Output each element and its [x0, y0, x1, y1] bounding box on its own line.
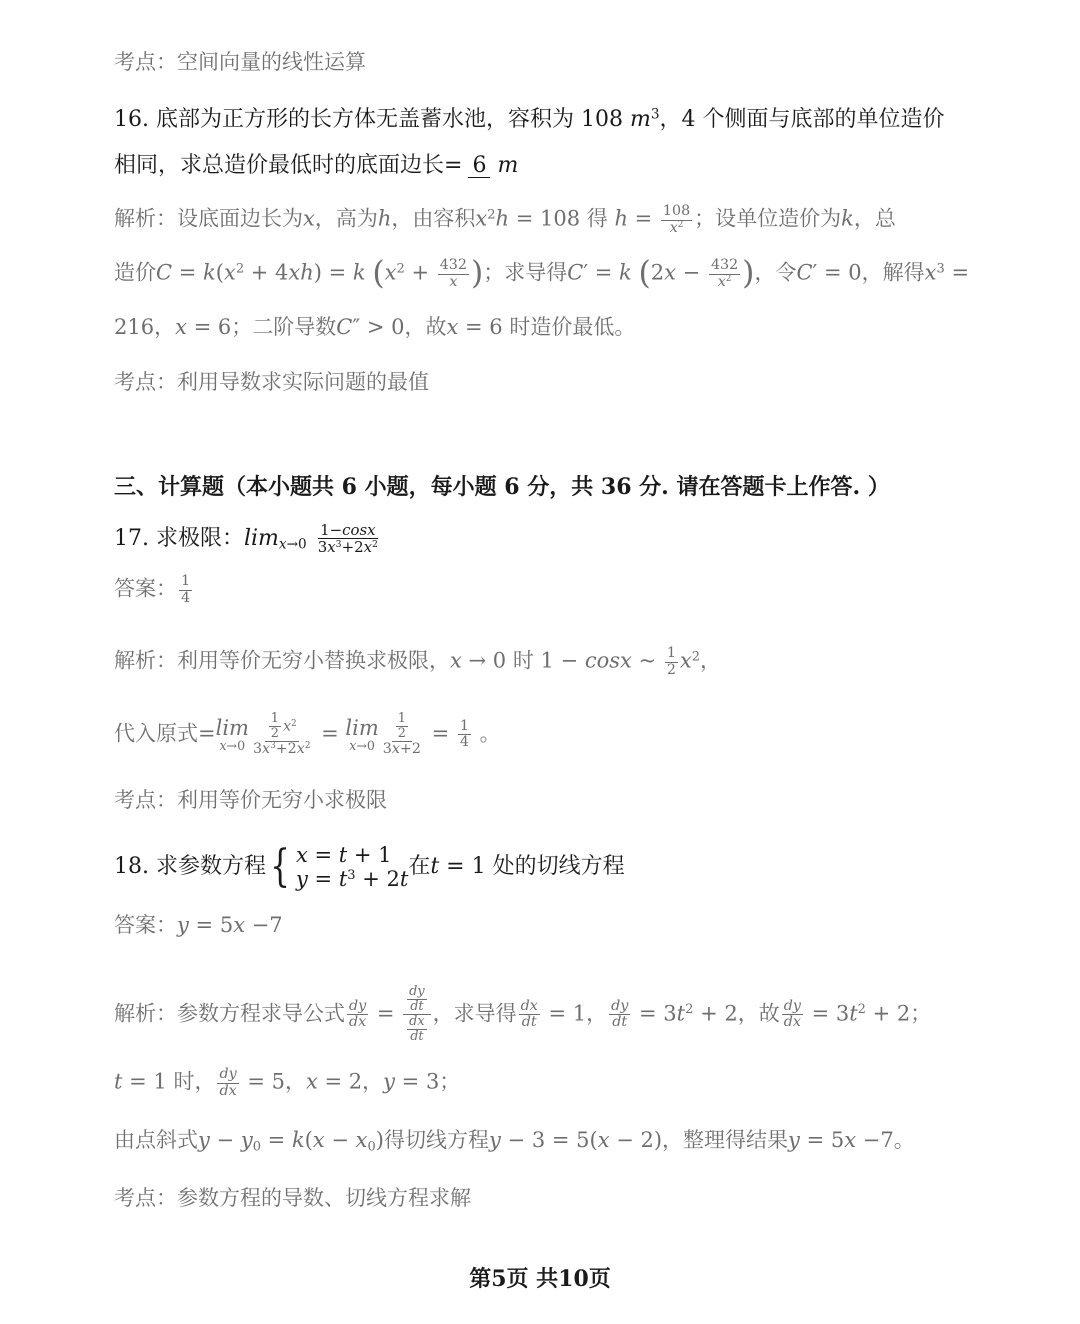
q16-jiexi-line2: 造价$C = k(x^2 + 4xh) = k$ ($x^2$ + $\frac{432}{x}$ )；求导得C′ = k (2x − $\frac{432}{x^2}$ )，令C′ = 0，解得$x^3$ = — [114, 255, 970, 292]
q15-kaodian: 考点：空间向量的线性运算 — [114, 50, 366, 74]
q18-jiexi-line2: t = 1 时， $\frac{dy}{dx}$ = 5，x = 2，y = 3； — [114, 1066, 461, 1099]
q16-stem-line1: 16. 底部为正方形的长方体无盖蓄水池，容积为 108 $m^3$，4 个侧面与底部的单位造价 — [114, 106, 945, 132]
q17-jiexi-line1: 解析：利用等价无穷小替换求极限，x → 0 时 1 − cosx ~ $\frac{1}{2}$ $x^2$， — [114, 645, 722, 678]
q16-answer-blank: 6 — [468, 155, 490, 178]
q17-answer: 答案： $\frac{1}{4}$ — [114, 573, 191, 606]
q18-jiexi-line1: 解析：参数方程求导公式 $\frac{dy}{dx}$ = $\frac{\frac{dy}{dt}}{\frac{dx}{dt}}$ ，求导得 $\frac{dx}{dt}$ = 1， $\frac{dy}{dt}$ = $3t^2 + 2$，故 $\frac{dy}{dx}$ = $3t^2 + 2$； — [114, 984, 932, 1045]
q17-stem: 17. 求极限：$\lim_{x\to 0}$ $\frac{1-\cos x}{3x^3+2x^2}$ — [114, 521, 378, 557]
q18-answer: 答案：y = 5x −7 — [114, 913, 283, 937]
q16-jiexi-line3: 216，x = 6；二阶导数C″ > 0，故x = 6 时造价最低。 — [114, 315, 636, 339]
q16-jiexi-line1: 解析：设底面边长为x，高为h，由容积$x^2h = 108$ 得 h = $\frac{108}{x^2}$ ；设单位造价为k，总 — [114, 203, 896, 236]
section3-title: 三、计算题（本小题共 6 小题，每小题 6 分，共 36 分. 请在答题卡上作答. ） — [114, 474, 890, 500]
q17-kaodian: 考点：利用等价无穷小求极限 — [114, 788, 387, 812]
page-footer: 第5页 共10页 — [469, 1266, 611, 1292]
q16-kaodian: 考点：利用导数求实际问题的最值 — [114, 370, 429, 394]
q18-kaodian: 考点：参数方程的导数、切线方程求解 — [114, 1186, 471, 1210]
q17-jiexi-line2: 代入原式= lim x→0 $\frac{1}{2}$ $x^2$ $3x^3+2x^2$ = lim x→0 $\frac{\frac{1}{2}}{3x+2}$ = $\frac{1}{4}$ 。 — [114, 711, 501, 758]
q18-jiexi-line3: 由点斜式$y - y_0 = k(x - x_0)$得切线方程y − 3 = 5(x − 2)，整理得结果y = 5x −7。 — [114, 1128, 915, 1155]
q18-stem: 18. 求参数方程{ x = t + 1 $y = t^3 + 2t$ 在t = 1 处的切线方程 — [114, 841, 625, 893]
q16-stem-line2: 相同，求总造价最低时的底面边长= 6 m — [114, 153, 519, 178]
